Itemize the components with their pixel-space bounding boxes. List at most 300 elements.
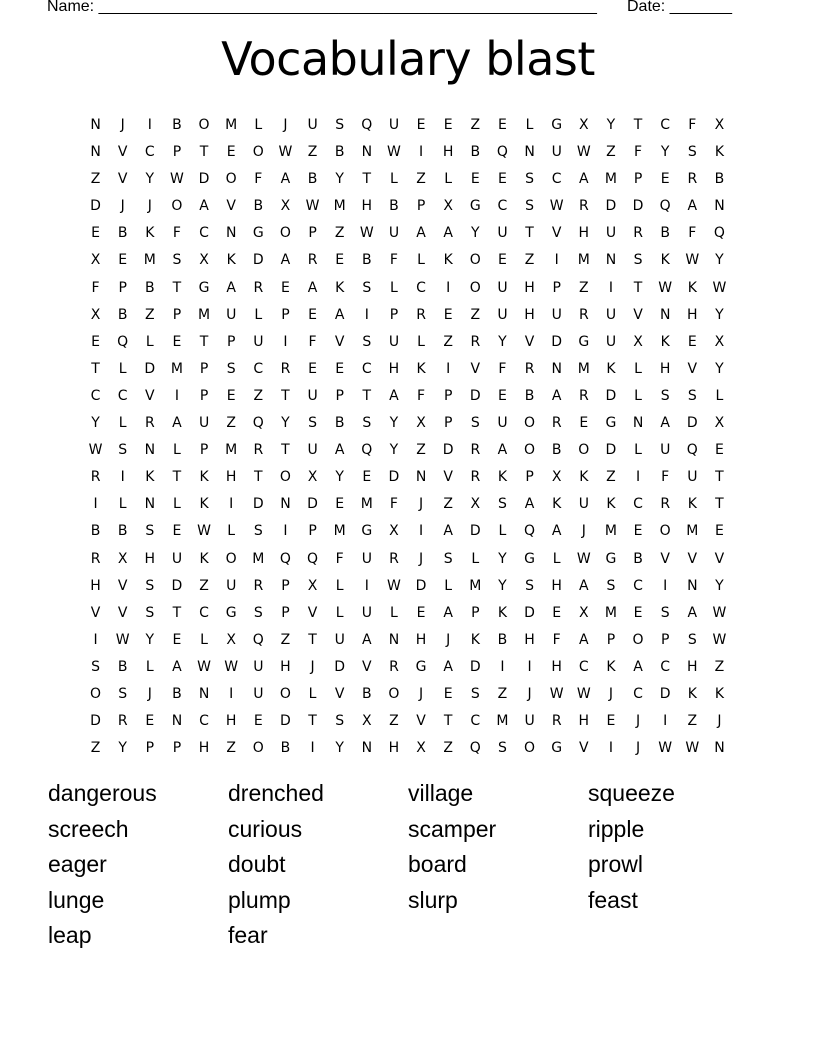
grid-letter: C xyxy=(660,658,671,675)
grid-letter: Z xyxy=(226,415,236,432)
grid-letter: W xyxy=(88,442,103,459)
grid-letter: Q xyxy=(279,550,291,567)
grid-letter: D xyxy=(469,658,481,675)
date-field-label: Date: _______ xyxy=(627,0,732,15)
grid-letter: S xyxy=(525,171,534,188)
grid-letter: E xyxy=(498,252,507,269)
grid-letter: B xyxy=(389,198,399,215)
grid-letter: U xyxy=(551,306,562,323)
grid-letter: H xyxy=(687,658,698,675)
grid-letter: I xyxy=(446,279,451,296)
grid-letter: X xyxy=(307,469,318,486)
grid-letter: F xyxy=(688,225,697,242)
grid-letter: M xyxy=(252,550,265,567)
grid-letter: L xyxy=(173,442,181,459)
grid-letter: L xyxy=(390,171,398,188)
grid-letter: S xyxy=(633,252,643,269)
grid-letter: B xyxy=(660,225,670,242)
grid-letter: P xyxy=(606,631,616,648)
grid-letter: A xyxy=(280,171,291,188)
grid-letter: I xyxy=(147,117,152,133)
grid-letter: L xyxy=(498,523,507,540)
grid-letter: V xyxy=(362,658,372,675)
grid-letter: Z xyxy=(226,740,236,757)
grid-letter: T xyxy=(199,144,209,161)
grid-letter: F xyxy=(254,171,263,188)
grid-letter: C xyxy=(117,387,128,404)
grid-letter: L xyxy=(145,658,154,675)
word-list-item: prowl xyxy=(588,851,643,877)
grid-letter: I xyxy=(229,496,234,513)
grid-letter: R xyxy=(253,442,264,459)
grid-letter: R xyxy=(416,306,426,323)
grid-letter: J xyxy=(418,550,424,567)
grid-letter: O xyxy=(524,442,536,459)
grid-letter: W xyxy=(387,577,401,594)
page-title: Vocabulary blast xyxy=(221,32,595,86)
grid-letter: O xyxy=(252,144,264,161)
grid-letter: C xyxy=(633,577,643,594)
grid-letter: M xyxy=(604,171,617,188)
grid-letter: P xyxy=(308,225,317,242)
grid-letter: A xyxy=(687,198,698,215)
grid-letter: L xyxy=(335,604,344,621)
grid-letter: W xyxy=(576,685,591,702)
grid-letter: M xyxy=(333,523,346,540)
grid-letter: U xyxy=(578,496,589,513)
grid-letter: D xyxy=(469,387,481,404)
grid-letter: Y xyxy=(335,740,344,757)
grid-letter: P xyxy=(660,631,670,648)
grid-letter: O xyxy=(469,252,481,269)
grid-letter: E xyxy=(687,333,697,350)
grid-letter: Q xyxy=(469,740,481,757)
grid-letter: H xyxy=(361,198,373,215)
grid-letter: Y xyxy=(145,171,155,188)
grid-letter: I xyxy=(283,333,288,350)
grid-letter: P xyxy=(172,306,182,323)
grid-letter: U xyxy=(605,225,617,242)
grid-letter: I xyxy=(554,252,559,269)
grid-letter: B xyxy=(253,198,264,215)
grid-letter: S xyxy=(362,279,372,296)
grid-letter: E xyxy=(660,171,670,188)
grid-letter: S xyxy=(226,360,236,377)
grid-letter: Z xyxy=(199,577,209,594)
grid-letter: R xyxy=(578,306,589,323)
grid-letter: Z xyxy=(90,171,101,188)
grid-letter: F xyxy=(308,333,317,350)
grid-letter: L xyxy=(552,550,561,567)
grid-letter: A xyxy=(172,658,182,675)
grid-letter: Y xyxy=(715,577,724,594)
grid-letter: V xyxy=(443,469,453,486)
grid-letter: C xyxy=(633,685,643,702)
grid-letter: K xyxy=(687,496,697,513)
grid-letter: A xyxy=(199,198,209,215)
grid-letter: S xyxy=(525,577,534,594)
grid-letter: H xyxy=(524,631,535,648)
grid-letter: S xyxy=(91,658,100,675)
grid-letter: S xyxy=(253,523,263,540)
grid-letter: T xyxy=(281,442,290,459)
grid-letter: M xyxy=(577,252,590,269)
grid-letter: M xyxy=(577,360,590,377)
grid-letter: U xyxy=(497,225,508,242)
grid-letter: W xyxy=(576,144,591,161)
grid-letter: R xyxy=(470,469,481,486)
grid-letter: I xyxy=(120,469,125,486)
grid-letter: C xyxy=(90,387,101,404)
grid-letter: P xyxy=(335,387,344,404)
grid-letter: I xyxy=(527,658,532,675)
word-list-item: squeeze xyxy=(588,780,675,806)
grid-letter: R xyxy=(660,496,671,513)
grid-letter: W xyxy=(712,631,727,648)
grid-letter: S xyxy=(253,604,263,621)
grid-letter: B xyxy=(524,387,535,404)
grid-letter: C xyxy=(660,117,671,133)
grid-letter: S xyxy=(497,496,507,513)
grid-letter: J xyxy=(635,740,641,757)
grid-letter: A xyxy=(579,171,589,188)
grid-letter: B xyxy=(362,252,372,269)
grid-letter: M xyxy=(604,523,617,540)
grid-letter: F xyxy=(389,496,398,513)
grid-letter: X xyxy=(90,306,101,323)
grid-letter: U xyxy=(660,442,671,459)
grid-letter: D xyxy=(524,604,535,621)
grid-letter: J xyxy=(635,713,641,730)
grid-letter: U xyxy=(687,469,698,486)
grid-letter: T xyxy=(443,713,453,730)
grid-letter: D xyxy=(144,360,156,377)
grid-letter: L xyxy=(227,523,236,540)
grid-letter: C xyxy=(416,279,426,296)
grid-letter: I xyxy=(663,577,668,594)
grid-letter: K xyxy=(660,252,670,269)
grid-letter: N xyxy=(144,442,156,459)
grid-letter: J xyxy=(147,198,152,215)
grid-letter: V xyxy=(307,604,318,621)
grid-letter: X xyxy=(90,252,101,269)
grid-letter: N xyxy=(144,496,156,513)
grid-letter: S xyxy=(172,252,182,269)
grid-letter: I xyxy=(635,469,641,486)
grid-letter: K xyxy=(579,469,589,486)
grid-letter: K xyxy=(606,496,616,513)
grid-letter: V xyxy=(334,685,345,702)
grid-letter: D xyxy=(605,442,617,459)
grid-letter: Y xyxy=(660,144,670,161)
grid-letter: G xyxy=(415,658,427,675)
grid-letter: I xyxy=(500,658,505,675)
grid-letter: H xyxy=(524,279,535,296)
grid-letter: D xyxy=(605,198,617,215)
grid-letter: T xyxy=(281,387,290,404)
grid-letter: T xyxy=(633,117,643,133)
grid-letter: I xyxy=(446,360,451,377)
word-list-item: fear xyxy=(228,922,268,948)
grid-letter: B xyxy=(280,740,291,757)
grid-letter: E xyxy=(715,442,724,459)
grid-letter: W xyxy=(549,198,564,215)
grid-letter: M xyxy=(170,360,183,377)
grid-letter: Y xyxy=(281,415,290,432)
grid-letter: X xyxy=(117,550,128,567)
grid-letter: E xyxy=(335,496,345,513)
grid-letter: M xyxy=(225,442,238,459)
grid-letter: B xyxy=(172,117,182,133)
grid-letter: Y xyxy=(91,415,100,432)
grid-letter: A xyxy=(334,306,345,323)
grid-letter: O xyxy=(225,550,237,567)
grid-letter: E xyxy=(226,144,236,161)
grid-letter: A xyxy=(579,631,589,648)
grid-letter: M xyxy=(496,713,509,730)
grid-letter: V xyxy=(579,740,589,757)
grid-letter: P xyxy=(633,171,643,188)
grid-letter: M xyxy=(333,198,346,215)
grid-letter: E xyxy=(443,685,453,702)
grid-letter: P xyxy=(471,604,480,621)
grid-letter: T xyxy=(172,469,182,486)
grid-letter: D xyxy=(686,415,698,432)
grid-letter: Y xyxy=(715,360,724,377)
grid-letter: X xyxy=(307,577,318,594)
grid-letter: T xyxy=(199,333,209,350)
grid-letter: O xyxy=(578,442,590,459)
grid-letter: M xyxy=(143,252,156,269)
grid-letter: U xyxy=(388,225,400,242)
grid-letter: Z xyxy=(606,144,616,161)
grid-letter: N xyxy=(415,469,427,486)
grid-letter: U xyxy=(171,550,183,567)
grid-letter: B xyxy=(145,279,155,296)
grid-letter: S xyxy=(335,117,345,133)
grid-letter: W xyxy=(658,279,673,296)
grid-letter: K xyxy=(416,360,426,377)
grid-letter: P xyxy=(172,144,182,161)
grid-letter: R xyxy=(551,415,562,432)
grid-letter: B xyxy=(334,144,345,161)
grid-letter: N xyxy=(198,685,210,702)
grid-letter: U xyxy=(307,387,318,404)
grid-letter: W xyxy=(197,523,211,540)
grid-letter: N xyxy=(225,225,237,242)
grid-letter: L xyxy=(335,577,344,594)
grid-letter: H xyxy=(225,713,237,730)
grid-letter: N xyxy=(714,198,725,215)
grid-letter: S xyxy=(118,685,128,702)
grid-letter: K xyxy=(226,252,236,269)
grid-letter: D xyxy=(605,387,617,404)
grid-letter: V xyxy=(117,171,128,188)
grid-letter: H xyxy=(198,740,210,757)
grid-letter: V xyxy=(117,604,128,621)
grid-letter: L xyxy=(145,333,154,350)
grid-letter: D xyxy=(388,469,400,486)
grid-letter: Q xyxy=(252,631,264,648)
grid-letter: Z xyxy=(714,658,725,675)
grid-letter: L xyxy=(200,631,208,648)
grid-letter: F xyxy=(661,469,670,486)
grid-letter: W xyxy=(115,631,130,648)
word-list-item: slurp xyxy=(408,886,458,913)
grid-letter: D xyxy=(198,171,210,188)
grid-letter: X xyxy=(714,333,725,350)
grid-letter: W xyxy=(685,740,700,757)
grid-letter: V xyxy=(551,225,562,242)
grid-letter: H xyxy=(280,658,291,675)
grid-letter: L xyxy=(525,117,534,133)
grid-letter: X xyxy=(714,415,725,432)
grid-letter: E xyxy=(91,333,100,350)
grid-letter: H xyxy=(687,306,698,323)
grid-letter: R xyxy=(687,171,698,188)
grid-letter: E xyxy=(443,117,453,133)
grid-letter: S xyxy=(443,550,453,567)
grid-letter: V xyxy=(633,306,643,323)
grid-letter: J xyxy=(446,631,451,648)
grid-letter: D xyxy=(171,577,183,594)
grid-letter: E xyxy=(633,604,643,621)
grid-letter: S xyxy=(118,442,128,459)
grid-letter: V xyxy=(687,360,698,377)
grid-letter: Y xyxy=(335,171,344,188)
grid-letter: P xyxy=(226,333,236,350)
grid-letter: W xyxy=(170,171,184,188)
grid-letter: C xyxy=(144,144,155,161)
grid-letter: K xyxy=(497,604,508,621)
grid-letter: X xyxy=(389,523,399,540)
grid-letter: Q xyxy=(496,144,508,161)
grid-letter: B xyxy=(307,171,318,188)
grid-letter: O xyxy=(252,740,264,757)
grid-letter: W xyxy=(224,658,239,675)
grid-letter: R xyxy=(90,469,101,486)
grid-letter: C xyxy=(470,713,481,730)
grid-letter: A xyxy=(687,604,698,621)
grid-letter: L xyxy=(634,442,642,459)
grid-letter: D xyxy=(252,252,264,269)
word-list-item: board xyxy=(408,851,467,877)
word-list-item: eager xyxy=(48,851,107,877)
grid-letter: R xyxy=(578,387,589,404)
grid-letter: B xyxy=(172,685,182,702)
grid-letter: J xyxy=(581,523,586,540)
grid-letter: N xyxy=(659,306,671,323)
grid-letter: P xyxy=(416,198,426,215)
grid-letter: N xyxy=(280,496,291,513)
grid-letter: I xyxy=(283,523,288,540)
word-list-item: village xyxy=(408,780,474,806)
grid-letter: K xyxy=(687,685,697,702)
word-list-item: curious xyxy=(228,815,303,842)
grid-letter: E xyxy=(281,279,290,296)
grid-letter: L xyxy=(390,604,398,621)
grid-letter: U xyxy=(605,306,617,323)
grid-letter: H xyxy=(659,360,671,377)
grid-letter: A xyxy=(633,658,643,675)
grid-letter: T xyxy=(715,496,724,513)
grid-letter: S xyxy=(145,523,155,540)
grid-letter: N xyxy=(171,713,183,730)
grid-letter: U xyxy=(497,306,508,323)
grid-letter: U xyxy=(253,658,264,675)
grid-letter: D xyxy=(307,496,318,513)
grid-letter: A xyxy=(443,604,453,621)
word-list-item: leap xyxy=(48,922,92,948)
grid-letter: B xyxy=(334,415,345,432)
grid-letter: V xyxy=(226,198,236,215)
grid-letter: R xyxy=(470,333,481,350)
grid-letter: Q xyxy=(524,523,536,540)
grid-letter: J xyxy=(717,713,722,730)
grid-letter: Z xyxy=(497,685,508,702)
grid-letter: O xyxy=(225,171,237,188)
grid-letter: D xyxy=(442,442,454,459)
grid-letter: P xyxy=(199,360,209,377)
grid-letter: A xyxy=(443,225,453,242)
grid-letter: V xyxy=(714,550,725,567)
grid-letter: R xyxy=(117,713,128,730)
grid-letter: H xyxy=(578,225,590,242)
grid-letter: V xyxy=(117,577,128,594)
grid-letter: I xyxy=(364,577,369,594)
grid-letter: E xyxy=(579,415,589,432)
grid-letter: B xyxy=(362,685,372,702)
grid-letter: Z xyxy=(579,279,589,296)
grid-letter: U xyxy=(253,685,264,702)
grid-letter: I xyxy=(310,740,315,757)
grid-letter: U xyxy=(334,631,345,648)
grid-letter: F xyxy=(417,387,426,404)
grid-letter: Q xyxy=(252,415,264,432)
grid-letter: E xyxy=(172,631,182,648)
grid-letter: L xyxy=(308,685,317,702)
word-list-item: screech xyxy=(48,815,129,842)
grid-letter: E xyxy=(118,252,128,269)
grid-letter: S xyxy=(497,740,507,757)
grid-letter: B xyxy=(117,306,128,323)
grid-letter: G xyxy=(469,198,481,215)
grid-letter: S xyxy=(525,198,534,215)
grid-letter: J xyxy=(608,685,613,702)
grid-letter: G xyxy=(551,740,563,757)
grid-letter: L xyxy=(471,550,480,567)
grid-letter: W xyxy=(278,144,293,161)
grid-letter: I xyxy=(608,279,613,296)
grid-letter: W xyxy=(549,685,564,702)
grid-letter: E xyxy=(498,171,507,188)
grid-letter: E xyxy=(172,523,182,540)
grid-letter: F xyxy=(498,360,507,377)
grid-letter: S xyxy=(145,577,155,594)
grid-letter: N xyxy=(605,252,617,269)
grid-letter: A xyxy=(226,279,236,296)
grid-letter: V xyxy=(416,713,426,730)
grid-letter: F xyxy=(688,117,697,133)
grid-letter: S xyxy=(687,387,697,404)
grid-letter: J xyxy=(147,685,152,702)
grid-letter: J xyxy=(527,685,532,702)
grid-letter: R xyxy=(389,658,399,675)
grid-letter: Q xyxy=(361,442,373,459)
grid-letter: B xyxy=(551,442,562,459)
grid-letter: L xyxy=(254,117,263,133)
grid-letter: Y xyxy=(145,631,155,648)
